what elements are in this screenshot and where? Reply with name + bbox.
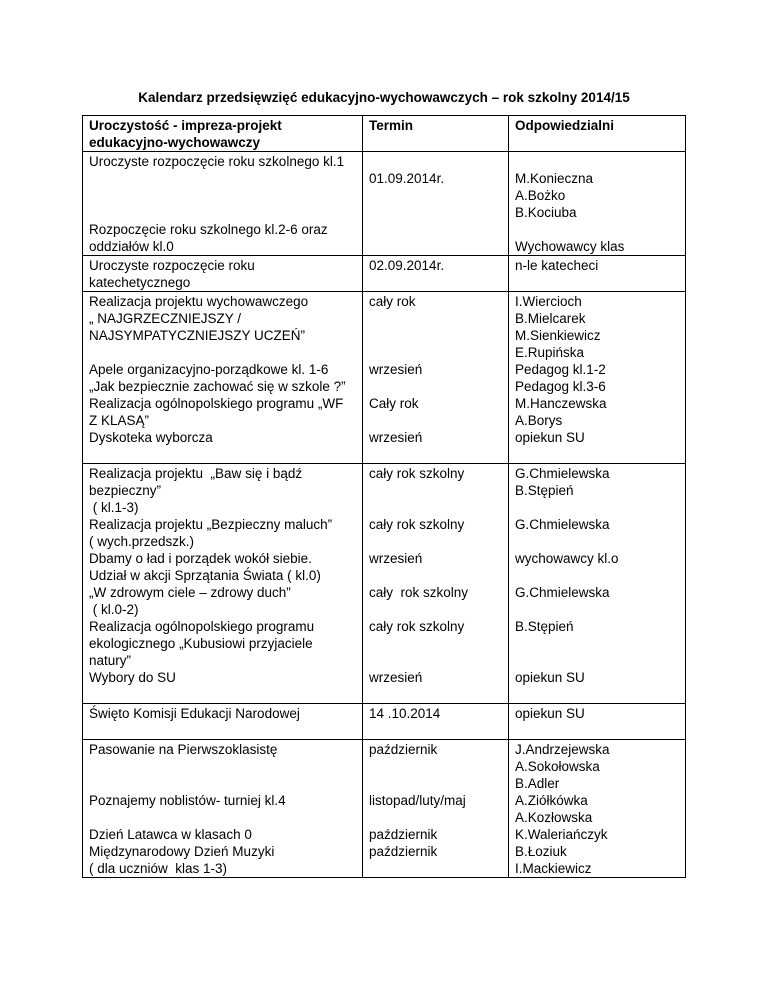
cell-line (89, 204, 356, 221)
date-cell (363, 704, 509, 740)
cell-line (369, 378, 502, 395)
cell-line: „Jak bezpiecznie zachować się w szkole ?” (89, 379, 346, 394)
cell-line (515, 153, 679, 170)
cell-line: Udział w akcji Sprzątania Świata ( kl.0) (89, 568, 321, 583)
cell-line: B.Kociuba (515, 205, 577, 220)
cell-line (89, 775, 356, 792)
document-title: Kalendarz przedsięwzięć edukacyjno-wychowawczych – rok szkolny 2014/15 (138, 90, 630, 105)
cell-line: ekologicznego „Kubusiowi przyjaciele (89, 636, 313, 651)
cell-line (89, 722, 356, 739)
table-row (83, 256, 686, 292)
date-cell (363, 152, 509, 256)
cell-line: Cały rok (369, 396, 419, 411)
cell-line: A.Kozłowska (515, 810, 593, 825)
cell-line (89, 344, 356, 361)
cell-line (369, 533, 502, 550)
table-row (83, 740, 686, 878)
cell-line: 02.09.2014r. (369, 258, 445, 273)
date-cell (363, 256, 509, 292)
cell-line (369, 310, 502, 327)
cell-line: A.Bożko (515, 188, 566, 203)
cell-line (515, 635, 679, 652)
cell-line (89, 686, 356, 703)
cell-line: Wychowawcy klas (515, 239, 625, 254)
cell-line: natury” (89, 653, 132, 668)
cell-line: M.Konieczna (515, 171, 594, 186)
cell-line (515, 722, 679, 739)
cell-line (89, 170, 356, 187)
responsible-cell (509, 464, 686, 704)
cell-line (89, 446, 356, 463)
event-cell (83, 292, 363, 464)
cell-line: NAJSYMPATYCZNIEJSZY UCZEŃ” (89, 328, 306, 343)
cell-line: Uroczyste rozpoczęcie roku szkolnego kl.1 (89, 154, 345, 169)
cell-line: I.Wiercioch (515, 294, 582, 309)
cell-line: B.Adler (515, 776, 560, 791)
table-row (83, 704, 686, 740)
cell-line: B.Mielcarek (515, 311, 586, 326)
cell-line: opiekun SU (515, 430, 585, 445)
events-table (82, 115, 686, 878)
cell-line: E.Rupińska (515, 345, 585, 360)
cell-line: cały rok (369, 294, 416, 309)
cell-line: wrzesień (369, 430, 423, 445)
cell-line: cały rok szkolny (369, 466, 465, 481)
cell-line: Wybory do SU (89, 670, 176, 685)
cell-line: Z KLASĄ” (89, 413, 150, 428)
cell-line: M.Sienkiewicz (515, 328, 601, 343)
cell-line: „ NAJGRZECZNIEJSZY / (89, 311, 242, 326)
cell-line: opiekun SU (515, 670, 585, 685)
cell-line: wychowawcy kl.o (515, 551, 619, 566)
event-cell (83, 464, 363, 704)
header-responsible (509, 116, 686, 152)
header-event (83, 116, 363, 152)
cell-line: bezpieczny” (89, 483, 162, 498)
cell-line (369, 860, 502, 877)
cell-line (515, 567, 679, 584)
date-cell (363, 464, 509, 704)
cell-line: n-le katecheci (515, 258, 599, 273)
event-cell (83, 256, 363, 292)
cell-line: cały rok szkolny (369, 517, 465, 532)
cell-line: wrzesień (369, 362, 423, 377)
cell-line (369, 567, 502, 584)
cell-line: Dzień Latawca w klasach 0 (89, 827, 252, 842)
cell-line: Poznajemy noblistów- turniej kl.4 (89, 793, 286, 808)
cell-line: Pedagog kl.1-2 (515, 362, 606, 377)
cell-line: A.Sokołowska (515, 759, 600, 774)
cell-line (369, 686, 502, 703)
cell-line (515, 499, 679, 516)
cell-line: oddziałów kl.0 (89, 239, 174, 254)
cell-line: październik (369, 827, 438, 842)
cell-line: opiekun SU (515, 706, 585, 721)
cell-line: Realizacja ogólnopolskiego programu „WF (89, 396, 344, 411)
cell-line (369, 722, 502, 739)
cell-line (369, 446, 502, 463)
cell-line: 01.09.2014r. (369, 171, 445, 186)
cell-line: G.Chmielewska (515, 517, 610, 532)
header-row (83, 116, 686, 152)
cell-line (369, 482, 502, 499)
cell-line: A.Ziółkówka (515, 793, 588, 808)
cell-line: wrzesień (369, 551, 423, 566)
cell-line: cały rok szkolny (369, 585, 469, 600)
cell-line: edukacyjno-wychowawczy (89, 135, 261, 150)
cell-line: Realizacja projektu „Bezpieczny maluch” (89, 517, 333, 532)
cell-line (369, 758, 502, 775)
date-cell (363, 740, 509, 878)
cell-line: 14 .10.2014 (369, 706, 441, 721)
cell-line (369, 809, 502, 826)
cell-line: I.Mackiewicz (515, 861, 592, 876)
cell-line: Realizacja projektu „Baw się i bądź (89, 466, 303, 481)
cell-line: Realizacja ogólnopolskiego programu (89, 619, 315, 634)
event-cell (83, 152, 363, 256)
responsible-cell (509, 292, 686, 464)
cell-line: Uroczyste rozpoczęcie roku (89, 258, 255, 273)
cell-line: Odpowiedzialni (515, 118, 615, 133)
cell-line: M.Hanczewska (515, 396, 607, 411)
cell-line: ( kl.1-3) (89, 500, 139, 515)
cell-line (515, 601, 679, 618)
cell-line: ( dla uczniów klas 1-3) (89, 861, 228, 876)
cell-line: B.Łoziuk (515, 844, 567, 859)
table-row (83, 152, 686, 256)
responsible-cell (509, 704, 686, 740)
cell-line: Dyskoteka wyborcza (89, 430, 213, 445)
cell-line (369, 652, 502, 669)
cell-line: listopad/luty/maj (369, 793, 466, 808)
cell-line (515, 652, 679, 669)
cell-line: październik (369, 844, 438, 859)
cell-line: ( kl.0-2) (89, 602, 139, 617)
table-row (83, 464, 686, 704)
cell-line (369, 412, 502, 429)
cell-line: „W zdrowym ciele – zdrowy duch” (89, 585, 291, 600)
cell-line: październik (369, 742, 438, 757)
responsible-cell (509, 256, 686, 292)
cell-line: Termin (369, 118, 414, 133)
cell-line (369, 775, 502, 792)
cell-line: Apele organizacyjno-porządkowe kl. 1-6 (89, 362, 329, 377)
cell-line: ( wych.przedszk.) (89, 534, 195, 549)
cell-line (369, 499, 502, 516)
cell-line (369, 327, 502, 344)
cell-line (369, 635, 502, 652)
cell-line: cały rok szkolny (369, 619, 465, 634)
cell-line: G.Chmielewska (515, 466, 610, 481)
cell-line: A.Borys (515, 413, 563, 428)
responsible-cell (509, 152, 686, 256)
cell-line: katechetycznego (89, 275, 191, 290)
cell-line (369, 344, 502, 361)
table-row (83, 292, 686, 464)
cell-line: Uroczystość - impreza-projekt (89, 118, 282, 133)
cell-line: Międzynarodowy Dzień Muzyki (89, 844, 275, 859)
cell-line: J.Andrzejewska (515, 742, 610, 757)
event-cell (83, 704, 363, 740)
date-cell (363, 292, 509, 464)
cell-line (515, 686, 679, 703)
cell-line: B.Stępień (515, 619, 574, 634)
responsible-cell (509, 740, 686, 878)
cell-line: Pasowanie na Pierwszoklasistę (89, 742, 278, 757)
cell-line: Rozpoczęcie roku szkolnego kl.2-6 oraz (89, 222, 328, 237)
cell-line (89, 187, 356, 204)
cell-line: wrzesień (369, 670, 423, 685)
cell-line (89, 809, 356, 826)
cell-line (369, 153, 502, 170)
cell-line: Pedagog kl.3-6 (515, 379, 606, 394)
cell-line: Święto Komisji Edukacji Narodowej (89, 706, 300, 721)
cell-line: Dbamy o ład i porządek wokół siebie. (89, 551, 312, 566)
header-date (363, 116, 509, 152)
cell-line (89, 758, 356, 775)
cell-line: K.Waleriańczyk (515, 827, 608, 842)
cell-line (515, 533, 679, 550)
cell-line (515, 221, 679, 238)
cell-line (515, 446, 679, 463)
cell-line: Realizacja projektu wychowawczego (89, 294, 309, 309)
cell-line (369, 601, 502, 618)
event-cell (83, 740, 363, 878)
cell-line: G.Chmielewska (515, 585, 610, 600)
cell-line: B.Stępień (515, 483, 574, 498)
